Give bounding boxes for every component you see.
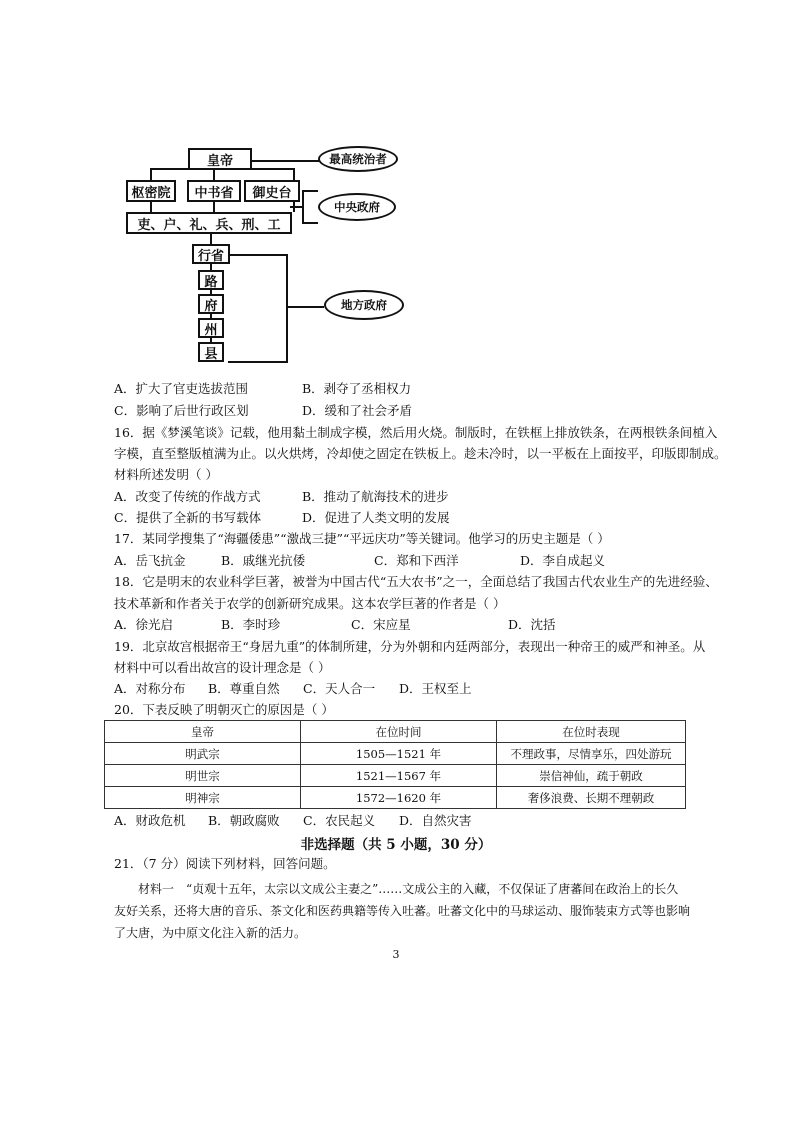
q19-stem-line-2: 材料中可以看出故宫的设计理念是（ ） <box>114 660 331 675</box>
table-cell: 1572—1620 年 <box>301 787 497 809</box>
non-choice-section-title: 非选择题（共 5 小题，30 分） <box>300 837 492 853</box>
q15-option-b: B．剥夺了丞相权力 <box>302 381 412 396</box>
lu-box: 路 <box>198 270 224 290</box>
q19-option-d: D．王权至上 <box>399 681 472 696</box>
xingsheng-box: 行省 <box>192 244 230 264</box>
q19-option-b: B．尊重自然 <box>208 681 280 696</box>
page-number: 3 <box>392 948 400 961</box>
table-header-cell: 在位时表现 <box>497 721 686 743</box>
q16-option-a: A．改变了传统的作战方式 <box>114 489 261 504</box>
q15-option-a: A．扩大了官吏选拔范围 <box>114 381 249 396</box>
q17-option-a: A．岳飞抗金 <box>114 553 186 568</box>
table-header-row <box>105 721 686 743</box>
q19-option-a: A．对称分布 <box>114 681 186 696</box>
central-government-oval: 中央政府 <box>318 193 396 221</box>
local-government-oval: 地方政府 <box>324 290 404 320</box>
q21-material-line-1: 材料一 “贞观十五年，太宗以文成公主妻之”……文成公主的入藏，不仅保证了唐蕃间在政治上的长久 <box>138 882 679 896</box>
yushitai-box: 御史台 <box>244 180 300 202</box>
q19-stem-line-1: 19．北京故宫根据帝王“身居九重”的体制所建，分为外朝和内廷两部分，表现出一种帝王的威严和神圣。从 <box>114 639 706 654</box>
q20-stem: 20．下表反映了明朝灭亡的原因是（ ） <box>114 702 334 717</box>
table-cell: 1521—1567 年 <box>301 765 497 787</box>
q20-option-c: C．农民起义 <box>303 813 376 828</box>
q17-option-d: D．李自成起义 <box>520 553 606 568</box>
q18-option-c: C．宋应星 <box>351 617 411 632</box>
table-row <box>105 787 686 809</box>
zhou-box: 州 <box>198 318 224 338</box>
table-cell: 奢侈浪费、长期不理朝政 <box>497 787 686 809</box>
q18-stem-line-1: 18．它是明末的农业科学巨著，被誉为中国古代“五大农书”之一，全面总结了我国古代农业生产的先进经验、 <box>114 574 718 589</box>
emperor-box: 皇帝 <box>188 148 252 170</box>
q18-option-a: A．徐光启 <box>114 617 174 632</box>
xian-box: 县 <box>198 342 224 362</box>
supreme-ruler-oval: 最高统治者 <box>318 146 398 172</box>
q20-option-a: A．财政危机 <box>114 813 186 828</box>
q16-option-b: B．推动了航海技术的进步 <box>302 489 449 504</box>
table-cell: 明世宗 <box>105 765 301 787</box>
q17-stem: 17．某同学搜集了“海疆倭患”“激战三捷”“平远庆功”等关键词。他学习的历史主题是（ ） <box>114 531 610 546</box>
table-cell: 崇信神仙，疏于朝政 <box>497 765 686 787</box>
q21-stem: 21．（7 分）阅读下列材料，回答问题。 <box>114 856 336 871</box>
q18-option-b: B．李时珍 <box>221 617 281 632</box>
q16-option-c: C．提供了全新的书写载体 <box>114 510 262 525</box>
q15-option-d: D．缓和了社会矛盾 <box>302 403 413 418</box>
q16-stem-line-1: 16．据《梦溪笔谈》记载，他用黏土制成字模，然后用火烧。制版时，在铁框上排放铁条，在两根铁条间植入 <box>114 425 718 440</box>
q21-material-line-3: 了大唐，为中原文化注入新的活力。 <box>114 926 307 940</box>
q21-material-line-2: 友好关系，还将大唐的音乐、茶文化和医药典籍等传入吐蕃。吐蕃文化中的马球运动、服饰装束方式等也影响 <box>114 904 691 918</box>
q17-option-b: B．戚继光抗倭 <box>221 553 306 568</box>
q18-option-d: D．沈括 <box>508 617 556 632</box>
table-cell: 1505—1521 年 <box>301 743 497 765</box>
six-ministries-box: 吏、户、礼、兵、刑、工 <box>126 212 292 234</box>
q17-option-c: C．郑和下西洋 <box>374 553 459 568</box>
q20-option-d: D．自然灾害 <box>399 813 472 828</box>
q15-option-c: C．影响了后世行政区划 <box>114 403 249 418</box>
table-header-cell: 皇帝 <box>105 721 301 743</box>
shumiyuan-box: 枢密院 <box>126 180 176 202</box>
fu-box: 府 <box>198 294 224 314</box>
zhongshusheng-box: 中书省 <box>187 180 241 202</box>
table-cell: 明武宗 <box>105 743 301 765</box>
table-header-cell: 在位时间 <box>301 721 497 743</box>
q16-stem-line-2: 字模，直至整版植满为止。以火烘烤，冷却使之固定在铁板上。趁未冷时，以一平板在上面按平，印版即制成。 <box>114 446 727 461</box>
q18-stem-line-2: 技术革新和作者关于农学的创新研究成果。这本农学巨著的作者是（ ） <box>114 596 506 611</box>
q20-option-b: B．朝政腐败 <box>208 813 280 828</box>
q16-option-d: D．促进了人类文明的发展 <box>302 510 450 525</box>
table-row <box>105 765 686 787</box>
ming-emperors-table <box>104 720 686 809</box>
table-cell: 不理政事，尽情享乐，四处游玩 <box>497 743 686 765</box>
q16-stem-line-3: 材料所述发明（ ） <box>114 467 218 482</box>
table-cell: 明神宗 <box>105 787 301 809</box>
table-row <box>105 743 686 765</box>
q19-option-c: C．天人合一 <box>303 681 376 696</box>
